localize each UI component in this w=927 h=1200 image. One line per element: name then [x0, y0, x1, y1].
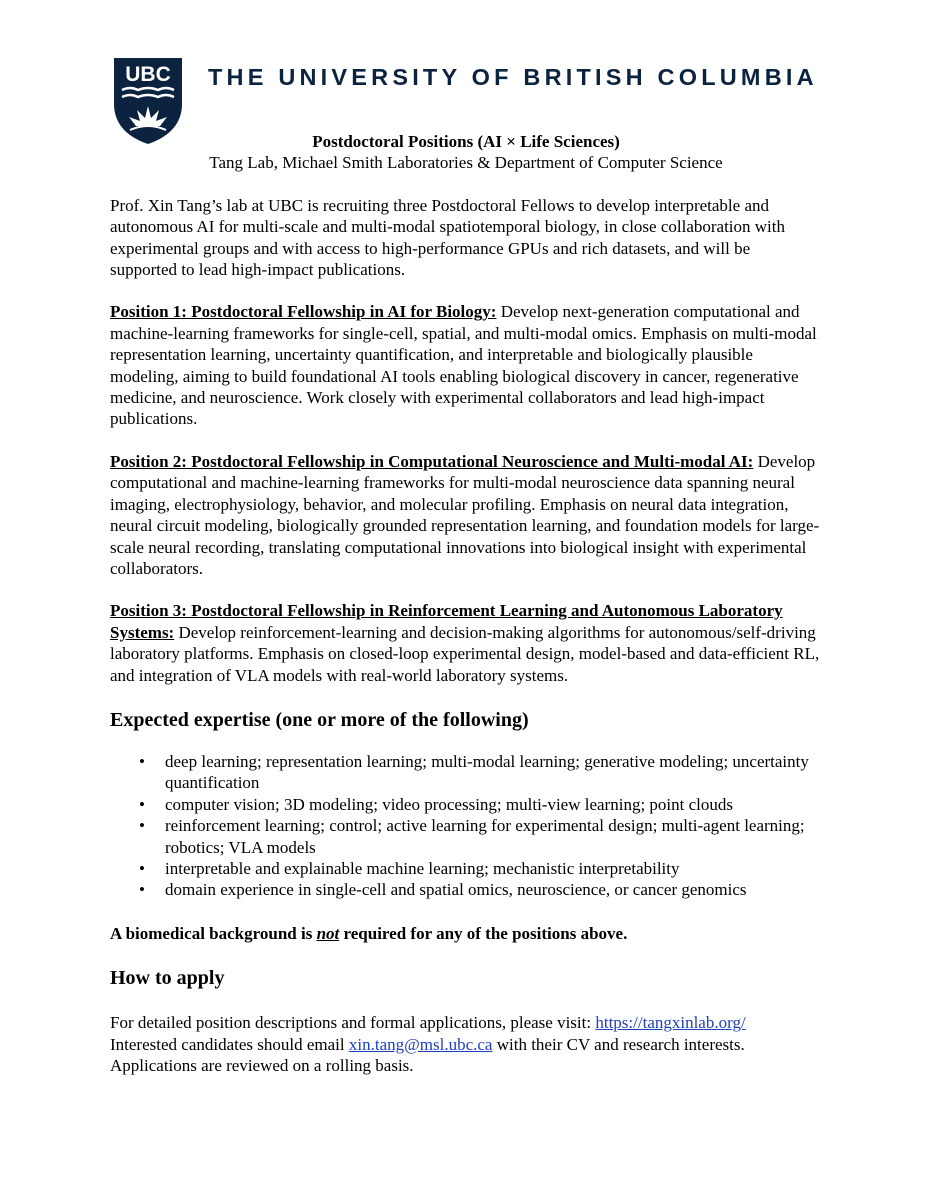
- lab-affiliation: Tang Lab, Michael Smith Laboratories & Department of Computer Science: [209, 153, 723, 173]
- apply-line-email: Interested candidates should email xin.tang@msl.ubc.ca with their CV and research interests.: [110, 1034, 745, 1054]
- contact-email-link[interactable]: xin.tang@msl.ubc.ca: [348, 1034, 493, 1054]
- document-title: Postdoctoral Positions (AI × Life Sciences): [312, 132, 620, 151]
- list-item: • interpretable and explainable machine learning; mechanistic interpretability: [139, 858, 680, 878]
- lab-website-link[interactable]: https://tangxinlab.org/: [595, 1013, 746, 1033]
- list-item: • deep learning; representation learning; multi-modal learning; generative modeling; uncertainty quantification: [139, 751, 809, 793]
- title-block: [110, 131, 822, 174]
- position-2-heading: Position 2: Postdoctoral Fellowship in Computational Neuroscience and Multi-modal AI:: [110, 451, 754, 471]
- apply-line-website: For detailed position descriptions and formal applications, please visit: https://tangxinlab.org/: [110, 1013, 746, 1033]
- position-1: [110, 301, 820, 429]
- university-name: THE UNIVERSITY OF BRITISH COLUMBIA: [208, 64, 818, 90]
- document-body: [110, 131, 820, 1076]
- position-1-text: Develop next-generation computational and machine-learning frameworks for single-cell, spatial, and multi-modal omics. Emphasis on multi-modal representation learning, uncertainty quantification, and interpretable and biologically plausible modeling, aiming to build foundational AI tools enabling biological discovery in cancer, regenerative medicine, and neuroscience. Work closely with experimental collaborators and lead high-impact publications.: [110, 302, 817, 429]
- logo-text: UBC: [125, 63, 171, 86]
- position-3-text: Develop reinforcement-learning and decision-making algorithms for autonomous/self-driving laboratory platforms. Emphasis on closed-loop experimental design, model-based and data-efficient RL, and integration of VLA models with real-world laboratory systems.: [110, 622, 820, 685]
- bullet-icon: •: [139, 858, 145, 878]
- apply-line-rolling: Applications are reviewed on a rolling basis.: [110, 1056, 414, 1075]
- list-item: • computer vision; 3D modeling; video processing; multi-view learning; point clouds: [139, 794, 733, 814]
- note-emphasis: not: [316, 923, 340, 943]
- apply-instructions: [110, 1012, 820, 1076]
- position-2: [110, 451, 820, 579]
- position-3: [110, 600, 820, 686]
- position-3-heading: Position 3: Postdoctoral Fellowship in Reinforcement Learning and Autonomous Laboratory Systems:: [110, 601, 783, 642]
- position-1-heading: Position 1: Postdoctoral Fellowship in AI for Biology:: [110, 302, 497, 322]
- background-note: A biomedical background is not required for any of the positions above.: [110, 923, 628, 943]
- list-item: • domain experience in single-cell and spatial omics, neuroscience, or cancer genomics: [139, 880, 747, 900]
- how-to-apply-heading: How to apply: [110, 967, 225, 990]
- intro-paragraph: Prof. Xin Tang’s lab at UBC is recruiting three Postdoctoral Fellows to develop interpretable and autonomous AI for multi-scale and multi-modal spatiotemporal biology, in close collaboration with experimental groups and with access to high-performance GPUs and rich datasets, and will be supported to lead high-impact publications.: [110, 195, 785, 280]
- bullet-icon: •: [139, 751, 145, 771]
- expertise-list: [110, 751, 820, 901]
- position-2-text: Develop computational and machine-learning frameworks for multi-modal neuroscience data spanning neural imaging, electrophysiology, behavior, and molecular profiling. Emphasis on neural data integration, neural circuit modeling, biologically grounded representation learning, and foundation models for large-scale neural recording, translating computational innovations into biological insight with experimental collaborators.: [110, 451, 820, 578]
- list-item: • reinforcement learning; control; active learning for experimental design; multi-agent learning; robotics; VLA models: [139, 816, 805, 857]
- bullet-icon: •: [139, 794, 145, 814]
- bullet-icon: •: [139, 816, 145, 836]
- bullet-icon: •: [139, 880, 145, 900]
- expertise-heading: Expected expertise (one or more of the following): [110, 708, 529, 731]
